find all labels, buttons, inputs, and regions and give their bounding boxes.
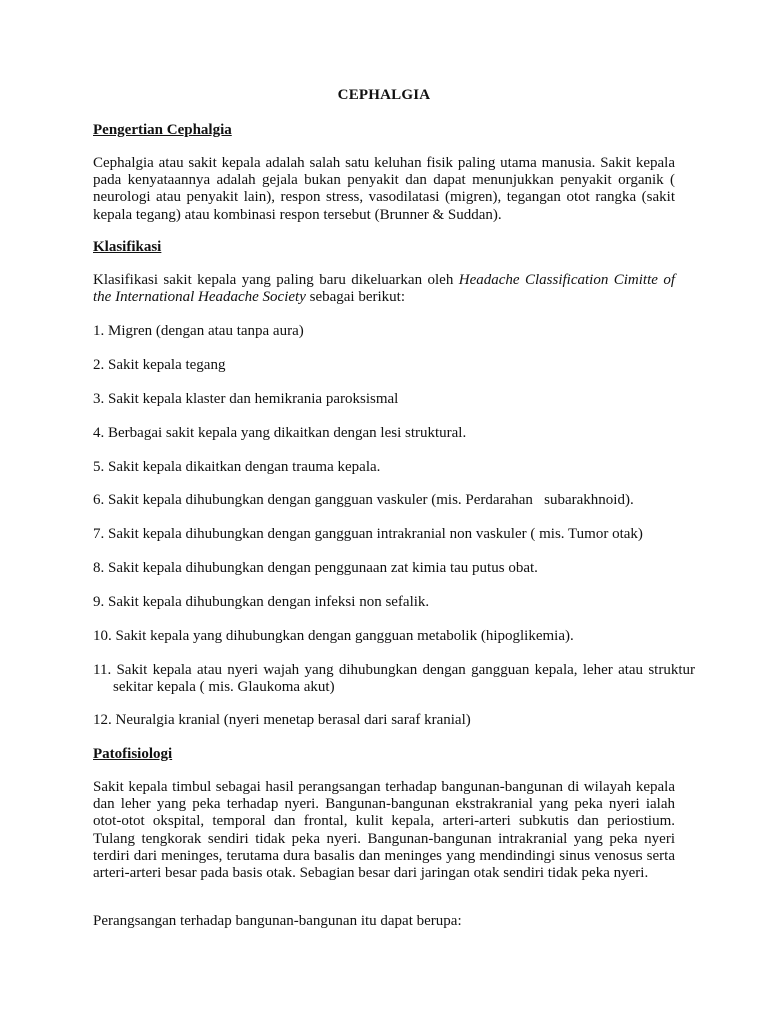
- list-item: 10. Sakit kepala yang dihubungkan dengan gangguan metabolik (hipoglikemia).: [93, 628, 574, 644]
- list-item: 12. Neuralgia kranial (nyeri menetap berasal dari saraf kranial): [93, 712, 471, 728]
- list-item: 2. Sakit kepala tegang: [93, 357, 226, 373]
- paragraph-closing: Perangsangan terhadap bangunan-bangunan itu dapat berupa:: [93, 913, 462, 929]
- list-item: 6. Sakit kepala dihubungkan dengan gangguan vaskuler (mis. Perdarahan subarakhnoid).: [93, 492, 634, 508]
- heading-pengertian: Pengertian Cephalgia: [93, 122, 232, 138]
- paragraph-klasifikasi-intro: [93, 272, 675, 306]
- paragraph-patofisiologi: Sakit kepala timbul sebagai hasil perangsangan terhadap bangunan-bangunan di wilayah kepala dan leher yang peka terhadap nyeri. Bangunan-bangunan ekstrakranial yang peka nyeri ialah otot-otot okspital, temporal dan frontal, kulit kepala, arteri-arteri subkutis dan periostium. Tulang tengkorak sendiri tidak peka nyeri. Bangunan-bangunan intrakranial yang peka nyeri terdiri dari meninges, terutama dura basalis dan meninges yang mendindingi sinus venosus serta arteri-arteri besar pada basis otak. Sebagian besar dari jaringan otak sendiri tidak peka nyeri.: [93, 779, 675, 882]
- list-item: 5. Sakit kepala dikaitkan dengan trauma kepala.: [93, 459, 381, 475]
- list-item: 3. Sakit kepala klaster dan hemikrania paroksismal: [93, 391, 399, 407]
- list-item: 11. Sakit kepala atau nyeri wajah yang dihubungkan dengan gangguan kepala, leher atau struktur sekitar kepala ( mis. Glaukoma akut): [93, 662, 695, 696]
- heading-patofisiologi: Patofisiologi: [93, 746, 173, 762]
- intro-text: Klasifikasi sakit kepala yang paling baru dikeluarkan oleh: [93, 272, 459, 288]
- intro-italic-text: Headache Classification Cimitte of the International Headache Society: [93, 272, 676, 306]
- document-title: CEPHALGIA: [337, 87, 431, 103]
- list-item: 9. Sakit kepala dihubungkan dengan infeksi non sefalik.: [93, 594, 430, 610]
- list-item: 7. Sakit kepala dihubungkan dengan gangguan intrakranial non vaskuler ( mis. Tumor otak): [93, 526, 643, 542]
- paragraph-pengertian: Cephalgia atau sakit kepala adalah salah satu keluhan fisik paling utama manusia. Sakit kepala pada kenyataannya adalah gejala bukan penyakit dan dapat menunjukkan penyakit organik ( neurologi atau penyakit lain), respon stress, vasodilatasi (migren), tegangan otot rangka (sakit kepala tegang) atau kombinasi respon tersebut (Brunner & Suddan).: [93, 155, 675, 223]
- intro-text-end: sebagai berikut:: [305, 289, 405, 306]
- list-item: 8. Sakit kepala dihubungkan dengan penggunaan zat kimia tau putus obat.: [93, 560, 538, 576]
- list-item: 1. Migren (dengan atau tanpa aura): [93, 323, 304, 339]
- heading-klasifikasi: Klasifikasi: [93, 239, 162, 255]
- list-item: 4. Berbagai sakit kepala yang dikaitkan dengan lesi struktural.: [93, 425, 467, 441]
